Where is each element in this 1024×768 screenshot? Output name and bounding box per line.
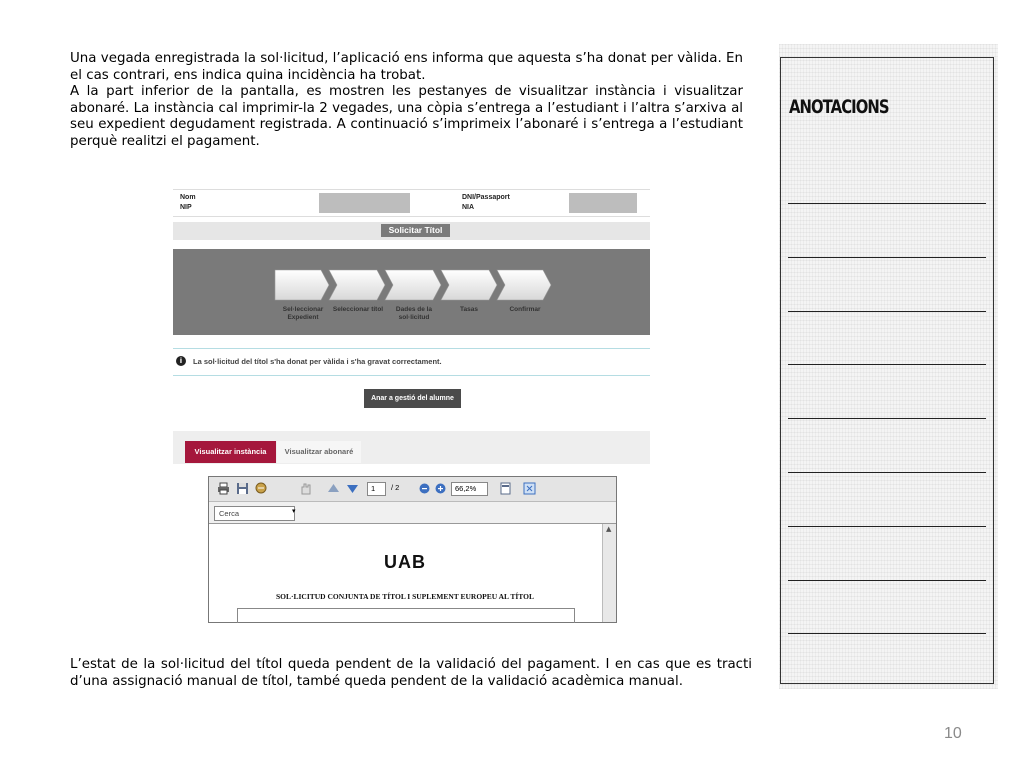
annotation-line xyxy=(788,526,986,527)
step-chevron-2 xyxy=(329,270,385,300)
pdf-search-input[interactable]: Cerca xyxy=(214,506,295,521)
annotation-line xyxy=(788,418,986,419)
intro-paragraph-2: A la part inferior de la pantalla, es mostren les pestanyes de visualitzar instància i visualitzar abonaré. La instància cal imprimir-la 2 vegades, una còpia s’entrega a l’estudiant i l’altra s’arxiva al seu expedient degudament registrada. A continuació s’imprimeix l’abonaré i s’entrega a l’estudiant perquè realitzi el pagament. xyxy=(70,84,743,149)
save-icon[interactable] xyxy=(236,482,249,495)
share-icon[interactable] xyxy=(255,482,268,495)
solicitar-titol-title: Solicitar Títol xyxy=(381,224,450,237)
step-chevron-5 xyxy=(497,270,551,300)
prev-page-icon[interactable] xyxy=(327,482,340,495)
scroll-up-icon[interactable]: ▲ xyxy=(606,525,612,533)
annotation-line xyxy=(788,364,986,365)
page-total: / 2 xyxy=(391,483,400,492)
pdf-toolbar xyxy=(209,477,616,502)
wizard-steps-band xyxy=(173,249,650,335)
success-message: La sol·licitud del títol s'ha donat per vàlida i s'ha gravat correctament. xyxy=(193,357,442,366)
success-message-box xyxy=(173,348,650,376)
fit-page-icon[interactable] xyxy=(499,482,512,495)
step-chevron-4 xyxy=(441,270,497,300)
nom-label: Nom xyxy=(180,194,196,201)
zoom-out-icon[interactable] xyxy=(418,482,431,495)
search-dropdown-icon[interactable]: ▾ xyxy=(292,507,296,515)
annotation-line xyxy=(788,311,986,312)
annotation-line xyxy=(788,203,986,204)
step-chevron-3 xyxy=(385,270,441,300)
intro-paragraph-1: Una vegada enregistrada la sol·licitud, l’aplicació ens informa que aquesta s’ha donat per vàlida. En el cas contrari, ens indica quina incidència ha trobat. xyxy=(70,51,743,83)
pdf-document-title: SOL·LICITUD CONJUNTA DE TÍTOL I SUPLEMENT EUROPEU AL TÍTOL xyxy=(276,592,534,601)
zoom-in-icon[interactable] xyxy=(434,482,447,495)
dni-value-box xyxy=(569,193,637,213)
dni-label: DNI/Passaport xyxy=(462,194,510,201)
student-info-strip xyxy=(173,189,650,217)
pdf-scrollbar[interactable] xyxy=(602,524,616,622)
step-label-1: Sel·leccionar Expedient xyxy=(282,306,324,321)
next-page-icon[interactable] xyxy=(346,482,359,495)
step-label-2: Seleccionar títol xyxy=(332,306,384,313)
pdf-form-box xyxy=(237,608,575,623)
intro-text xyxy=(70,51,743,151)
closing-text xyxy=(70,657,752,690)
annotations-frame xyxy=(780,57,994,684)
hand-icon[interactable] xyxy=(299,482,312,495)
tab-visualitzar-instancia[interactable]: Visualitzar instància xyxy=(185,441,276,463)
uab-logo: UAB xyxy=(384,552,426,572)
tab-visualitzar-abonare[interactable]: Visualitzar abonaré xyxy=(277,441,361,463)
step-chevron-1 xyxy=(275,270,329,300)
step-label-3: Dades de la sol·licitud xyxy=(395,306,433,321)
zoom-select[interactable]: 66,2% xyxy=(451,482,488,496)
pdf-search-bar xyxy=(209,502,616,524)
application-screenshot xyxy=(173,189,650,621)
pdf-document-page xyxy=(209,524,601,622)
annotation-line xyxy=(788,257,986,258)
annotation-line xyxy=(788,580,986,581)
step-label-5: Confirmar xyxy=(509,306,541,313)
nia-label: NIA xyxy=(462,204,475,211)
anar-gestio-alumne-button[interactable]: Anar a gestió del alumne xyxy=(364,389,461,408)
closing-paragraph: L’estat de la sol·licitud del títol queda pendent de la validació del pagament. I en cas que es tracti d’una assignació manual de títol, també queda pendent de la validació acadèmica manual. xyxy=(70,657,752,689)
info-icon: i xyxy=(176,356,186,366)
nom-value-box xyxy=(319,193,410,213)
print-icon[interactable] xyxy=(217,482,230,495)
annotation-line xyxy=(788,472,986,473)
annotation-line xyxy=(788,633,986,634)
page-number-input[interactable]: 1 xyxy=(367,482,386,496)
pdf-viewer xyxy=(208,476,617,623)
page-number: 10 xyxy=(944,725,962,742)
step-label-4: Tasas xyxy=(460,306,478,313)
wizard-chevrons xyxy=(273,269,553,301)
fullscreen-icon[interactable] xyxy=(523,482,536,495)
nip-label: NIP xyxy=(180,204,192,211)
annotations-title: ANOTACIONS xyxy=(789,96,889,118)
